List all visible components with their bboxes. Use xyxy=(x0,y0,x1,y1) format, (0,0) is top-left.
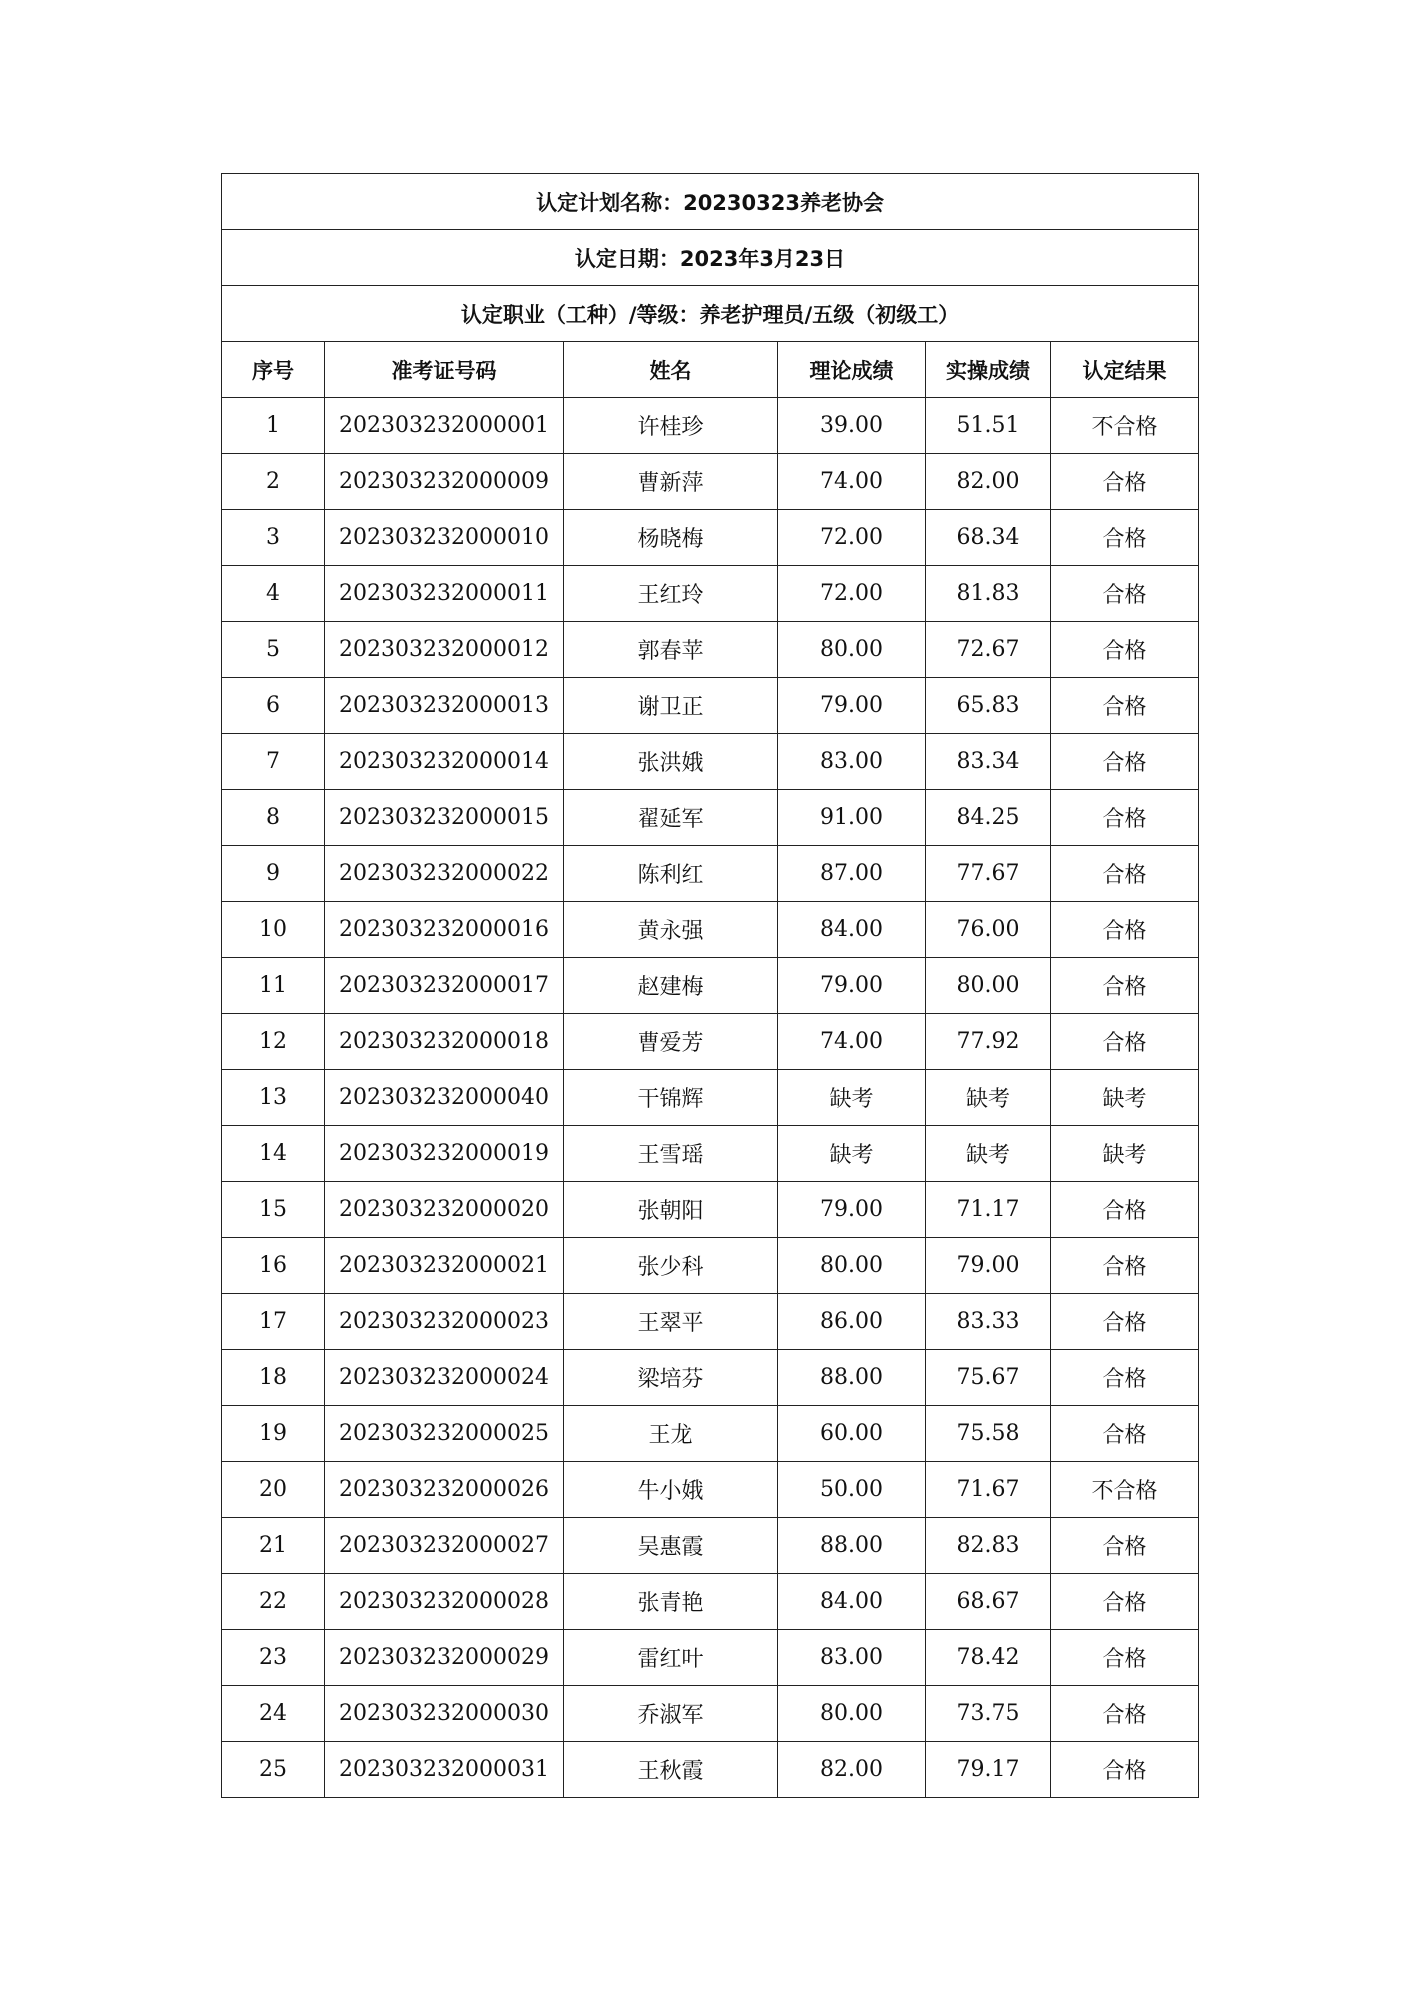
cell-ticket: 202303232000023 xyxy=(325,1294,564,1350)
cell-name: 张少科 xyxy=(564,1238,778,1294)
table-row xyxy=(222,1182,1199,1238)
score-table xyxy=(221,173,1199,1798)
cell-no: 17 xyxy=(222,1294,325,1350)
cell-theory: 87.00 xyxy=(778,846,926,902)
cell-practical: 73.75 xyxy=(926,1686,1051,1742)
cell-no: 7 xyxy=(222,734,325,790)
cell-theory: 74.00 xyxy=(778,454,926,510)
cell-result: 合格 xyxy=(1051,1350,1199,1406)
cell-result: 合格 xyxy=(1051,790,1199,846)
header-name: 姓名 xyxy=(564,342,778,398)
cell-name: 杨晓梅 xyxy=(564,510,778,566)
header-practical: 实操成绩 xyxy=(926,342,1051,398)
cell-result: 合格 xyxy=(1051,1238,1199,1294)
cell-theory: 80.00 xyxy=(778,1238,926,1294)
cell-no: 14 xyxy=(222,1126,325,1182)
cell-ticket: 202303232000030 xyxy=(325,1686,564,1742)
cell-name: 张朝阳 xyxy=(564,1182,778,1238)
cell-result: 不合格 xyxy=(1051,1462,1199,1518)
cell-result: 合格 xyxy=(1051,1182,1199,1238)
cell-theory: 84.00 xyxy=(778,902,926,958)
cell-practical: 82.00 xyxy=(926,454,1051,510)
cell-practical: 51.51 xyxy=(926,398,1051,454)
cell-name: 张洪娥 xyxy=(564,734,778,790)
cell-no: 22 xyxy=(222,1574,325,1630)
table-row xyxy=(222,902,1199,958)
cell-name: 王龙 xyxy=(564,1406,778,1462)
cell-name: 谢卫正 xyxy=(564,678,778,734)
cell-result: 合格 xyxy=(1051,678,1199,734)
cell-ticket: 202303232000015 xyxy=(325,790,564,846)
cell-result: 合格 xyxy=(1051,1406,1199,1462)
cell-result: 缺考 xyxy=(1051,1126,1199,1182)
cell-theory: 72.00 xyxy=(778,510,926,566)
cell-name: 梁培芬 xyxy=(564,1350,778,1406)
cell-name: 郭春苹 xyxy=(564,622,778,678)
cell-no: 1 xyxy=(222,398,325,454)
cell-name: 王红玲 xyxy=(564,566,778,622)
cell-ticket: 202303232000001 xyxy=(325,398,564,454)
cell-practical: 79.17 xyxy=(926,1742,1051,1798)
cell-theory: 84.00 xyxy=(778,1574,926,1630)
table-row xyxy=(222,566,1199,622)
cell-no: 4 xyxy=(222,566,325,622)
cell-no: 3 xyxy=(222,510,325,566)
cell-no: 25 xyxy=(222,1742,325,1798)
cell-theory: 80.00 xyxy=(778,1686,926,1742)
cell-ticket: 202303232000029 xyxy=(325,1630,564,1686)
cell-result: 合格 xyxy=(1051,510,1199,566)
cell-name: 乔淑军 xyxy=(564,1686,778,1742)
cell-ticket: 202303232000017 xyxy=(325,958,564,1014)
cell-theory: 80.00 xyxy=(778,622,926,678)
cell-practical: 71.17 xyxy=(926,1182,1051,1238)
cell-theory: 60.00 xyxy=(778,1406,926,1462)
cell-practical: 76.00 xyxy=(926,902,1051,958)
cell-ticket: 202303232000014 xyxy=(325,734,564,790)
assessment-date: 认定日期：2023年3月23日 xyxy=(222,230,1199,286)
cell-result: 合格 xyxy=(1051,1294,1199,1350)
cell-practical: 68.34 xyxy=(926,510,1051,566)
header-theory: 理论成绩 xyxy=(778,342,926,398)
cell-practical: 72.67 xyxy=(926,622,1051,678)
occupation-row xyxy=(222,286,1199,342)
cell-name: 王雪瑶 xyxy=(564,1126,778,1182)
table-row xyxy=(222,622,1199,678)
cell-result: 合格 xyxy=(1051,1630,1199,1686)
cell-no: 13 xyxy=(222,1070,325,1126)
cell-no: 11 xyxy=(222,958,325,1014)
cell-ticket: 202303232000018 xyxy=(325,1014,564,1070)
cell-ticket: 202303232000040 xyxy=(325,1070,564,1126)
cell-ticket: 202303232000031 xyxy=(325,1742,564,1798)
cell-practical: 79.00 xyxy=(926,1238,1051,1294)
cell-no: 5 xyxy=(222,622,325,678)
cell-result: 缺考 xyxy=(1051,1070,1199,1126)
cell-practical: 82.83 xyxy=(926,1518,1051,1574)
header-no: 序号 xyxy=(222,342,325,398)
cell-result: 合格 xyxy=(1051,1574,1199,1630)
cell-practical: 80.00 xyxy=(926,958,1051,1014)
table-row xyxy=(222,734,1199,790)
cell-name: 翟延军 xyxy=(564,790,778,846)
cell-no: 19 xyxy=(222,1406,325,1462)
cell-name: 赵建梅 xyxy=(564,958,778,1014)
plan-name-row xyxy=(222,174,1199,230)
cell-practical: 77.92 xyxy=(926,1014,1051,1070)
cell-result: 合格 xyxy=(1051,1518,1199,1574)
table-row xyxy=(222,1518,1199,1574)
cell-ticket: 202303232000013 xyxy=(325,678,564,734)
cell-ticket: 202303232000020 xyxy=(325,1182,564,1238)
cell-no: 8 xyxy=(222,790,325,846)
cell-practical: 68.67 xyxy=(926,1574,1051,1630)
cell-practical: 84.25 xyxy=(926,790,1051,846)
cell-practical: 缺考 xyxy=(926,1126,1051,1182)
cell-result: 合格 xyxy=(1051,846,1199,902)
cell-theory: 88.00 xyxy=(778,1350,926,1406)
cell-practical: 81.83 xyxy=(926,566,1051,622)
table-row xyxy=(222,1686,1199,1742)
table-row xyxy=(222,1294,1199,1350)
cell-no: 15 xyxy=(222,1182,325,1238)
cell-ticket: 202303232000012 xyxy=(325,622,564,678)
cell-name: 牛小娥 xyxy=(564,1462,778,1518)
cell-practical: 缺考 xyxy=(926,1070,1051,1126)
cell-theory: 86.00 xyxy=(778,1294,926,1350)
cell-theory: 50.00 xyxy=(778,1462,926,1518)
cell-practical: 65.83 xyxy=(926,678,1051,734)
table-row xyxy=(222,1070,1199,1126)
table-row xyxy=(222,510,1199,566)
table-row xyxy=(222,846,1199,902)
cell-ticket: 202303232000022 xyxy=(325,846,564,902)
cell-theory: 88.00 xyxy=(778,1518,926,1574)
plan-name: 认定计划名称：20230323养老协会 xyxy=(222,174,1199,230)
cell-ticket: 202303232000028 xyxy=(325,1574,564,1630)
cell-theory: 79.00 xyxy=(778,678,926,734)
cell-no: 12 xyxy=(222,1014,325,1070)
cell-theory: 82.00 xyxy=(778,1742,926,1798)
table-row xyxy=(222,790,1199,846)
cell-ticket: 202303232000010 xyxy=(325,510,564,566)
cell-no: 23 xyxy=(222,1630,325,1686)
cell-result: 合格 xyxy=(1051,734,1199,790)
cell-practical: 75.58 xyxy=(926,1406,1051,1462)
cell-theory: 83.00 xyxy=(778,1630,926,1686)
table-row xyxy=(222,1630,1199,1686)
cell-theory: 39.00 xyxy=(778,398,926,454)
table-row xyxy=(222,454,1199,510)
cell-name: 雷红叶 xyxy=(564,1630,778,1686)
cell-theory: 72.00 xyxy=(778,566,926,622)
table-row xyxy=(222,1462,1199,1518)
cell-theory: 91.00 xyxy=(778,790,926,846)
header-ticket: 准考证号码 xyxy=(325,342,564,398)
cell-ticket: 202303232000027 xyxy=(325,1518,564,1574)
cell-result: 合格 xyxy=(1051,1014,1199,1070)
cell-practical: 71.67 xyxy=(926,1462,1051,1518)
cell-ticket: 202303232000025 xyxy=(325,1406,564,1462)
cell-no: 20 xyxy=(222,1462,325,1518)
cell-result: 合格 xyxy=(1051,958,1199,1014)
cell-no: 21 xyxy=(222,1518,325,1574)
table-row xyxy=(222,678,1199,734)
table-row xyxy=(222,1574,1199,1630)
cell-theory: 缺考 xyxy=(778,1126,926,1182)
cell-result: 合格 xyxy=(1051,902,1199,958)
cell-no: 24 xyxy=(222,1686,325,1742)
cell-result: 合格 xyxy=(1051,1742,1199,1798)
cell-name: 黄永强 xyxy=(564,902,778,958)
cell-ticket: 202303232000011 xyxy=(325,566,564,622)
cell-theory: 83.00 xyxy=(778,734,926,790)
table-row xyxy=(222,958,1199,1014)
cell-result: 不合格 xyxy=(1051,398,1199,454)
cell-no: 18 xyxy=(222,1350,325,1406)
cell-theory: 缺考 xyxy=(778,1070,926,1126)
cell-name: 许桂珍 xyxy=(564,398,778,454)
cell-practical: 75.67 xyxy=(926,1350,1051,1406)
cell-no: 9 xyxy=(222,846,325,902)
cell-ticket: 202303232000019 xyxy=(325,1126,564,1182)
cell-practical: 83.34 xyxy=(926,734,1051,790)
cell-name: 干锦辉 xyxy=(564,1070,778,1126)
cell-ticket: 202303232000009 xyxy=(325,454,564,510)
table-row xyxy=(222,1014,1199,1070)
cell-ticket: 202303232000024 xyxy=(325,1350,564,1406)
cell-result: 合格 xyxy=(1051,1686,1199,1742)
cell-practical: 83.33 xyxy=(926,1294,1051,1350)
header-result: 认定结果 xyxy=(1051,342,1199,398)
table-header-row xyxy=(222,342,1199,398)
occupation-level: 认定职业（工种）/等级：养老护理员/五级（初级工） xyxy=(222,286,1199,342)
cell-theory: 79.00 xyxy=(778,1182,926,1238)
cell-no: 6 xyxy=(222,678,325,734)
cell-theory: 74.00 xyxy=(778,1014,926,1070)
cell-result: 合格 xyxy=(1051,454,1199,510)
cell-result: 合格 xyxy=(1051,566,1199,622)
cell-ticket: 202303232000016 xyxy=(325,902,564,958)
cell-theory: 79.00 xyxy=(778,958,926,1014)
cell-no: 2 xyxy=(222,454,325,510)
date-row xyxy=(222,230,1199,286)
cell-name: 王秋霞 xyxy=(564,1742,778,1798)
cell-name: 曹爱芳 xyxy=(564,1014,778,1070)
table-row xyxy=(222,1126,1199,1182)
table-row xyxy=(222,1350,1199,1406)
table-row xyxy=(222,1238,1199,1294)
cell-ticket: 202303232000026 xyxy=(325,1462,564,1518)
cell-name: 王翠平 xyxy=(564,1294,778,1350)
table-row xyxy=(222,398,1199,454)
cell-no: 10 xyxy=(222,902,325,958)
cell-name: 吴惠霞 xyxy=(564,1518,778,1574)
cell-name: 张青艳 xyxy=(564,1574,778,1630)
cell-name: 曹新萍 xyxy=(564,454,778,510)
cell-ticket: 202303232000021 xyxy=(325,1238,564,1294)
table-row xyxy=(222,1742,1199,1798)
cell-name: 陈利红 xyxy=(564,846,778,902)
cell-result: 合格 xyxy=(1051,622,1199,678)
cell-practical: 77.67 xyxy=(926,846,1051,902)
cell-no: 16 xyxy=(222,1238,325,1294)
table-row xyxy=(222,1406,1199,1462)
cell-practical: 78.42 xyxy=(926,1630,1051,1686)
